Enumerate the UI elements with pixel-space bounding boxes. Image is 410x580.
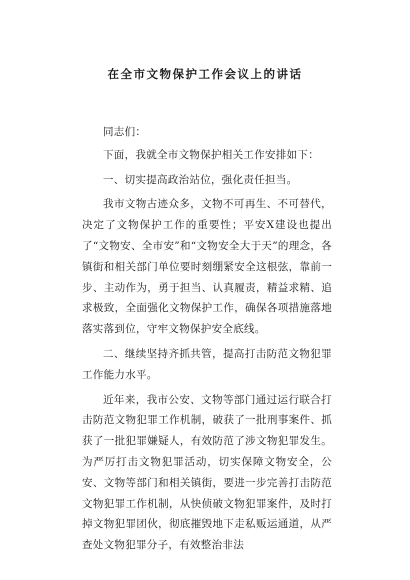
document-body: [82, 122, 332, 560]
document-title: 在全市文物保护工作会议上的讲话: [107, 67, 303, 81]
paragraph-section-2: 近年来，我市公安、文物等部门通过运行联合打击防范文物犯罪工作机制，破获了一批刑事案件、抓获了一批犯罪嫌疑人，有效防范了涉文物犯罪发生。为严厉打击文物犯罪活动，切实保障文物安全，公安、文物等部门和相关镇街，要进一步完善打击防范文物犯罪工作机制，从快侦破文物犯罪案件，及时打掉文物犯罪团伙，彻底摧毁地下走私贩运通道，从严查处文物犯罪分子，有效整治非法: [82, 393, 332, 552]
heading-section-1: 一、切实提高政治站位，强化责任担当。: [103, 173, 298, 186]
paragraph-section-1: 我市文物古迹众多，文物不可再生、不可替代，决定了文物保护工作的重要性；平安X建设也提出了“文物安、全市安”和“文物安全大于天”的理念，各镇街和相关部门单位要时刻绷紧安全这根弦，靠前一步、主动作为，勇于担当、认真履责，精益求精、追求极致，全面强化文物保护工作，确保各项措施落地落实落到位，守牢文物保护安全底线。: [82, 198, 332, 336]
heading-section-2: 二、继续坚持齐抓共管，提高打击防范文物犯罪工作能力水平。: [82, 347, 332, 381]
salutation: 同志们：: [103, 126, 147, 138]
paragraph-intro: 下面，我就全市文物保护相关工作安排如下：: [103, 148, 319, 161]
